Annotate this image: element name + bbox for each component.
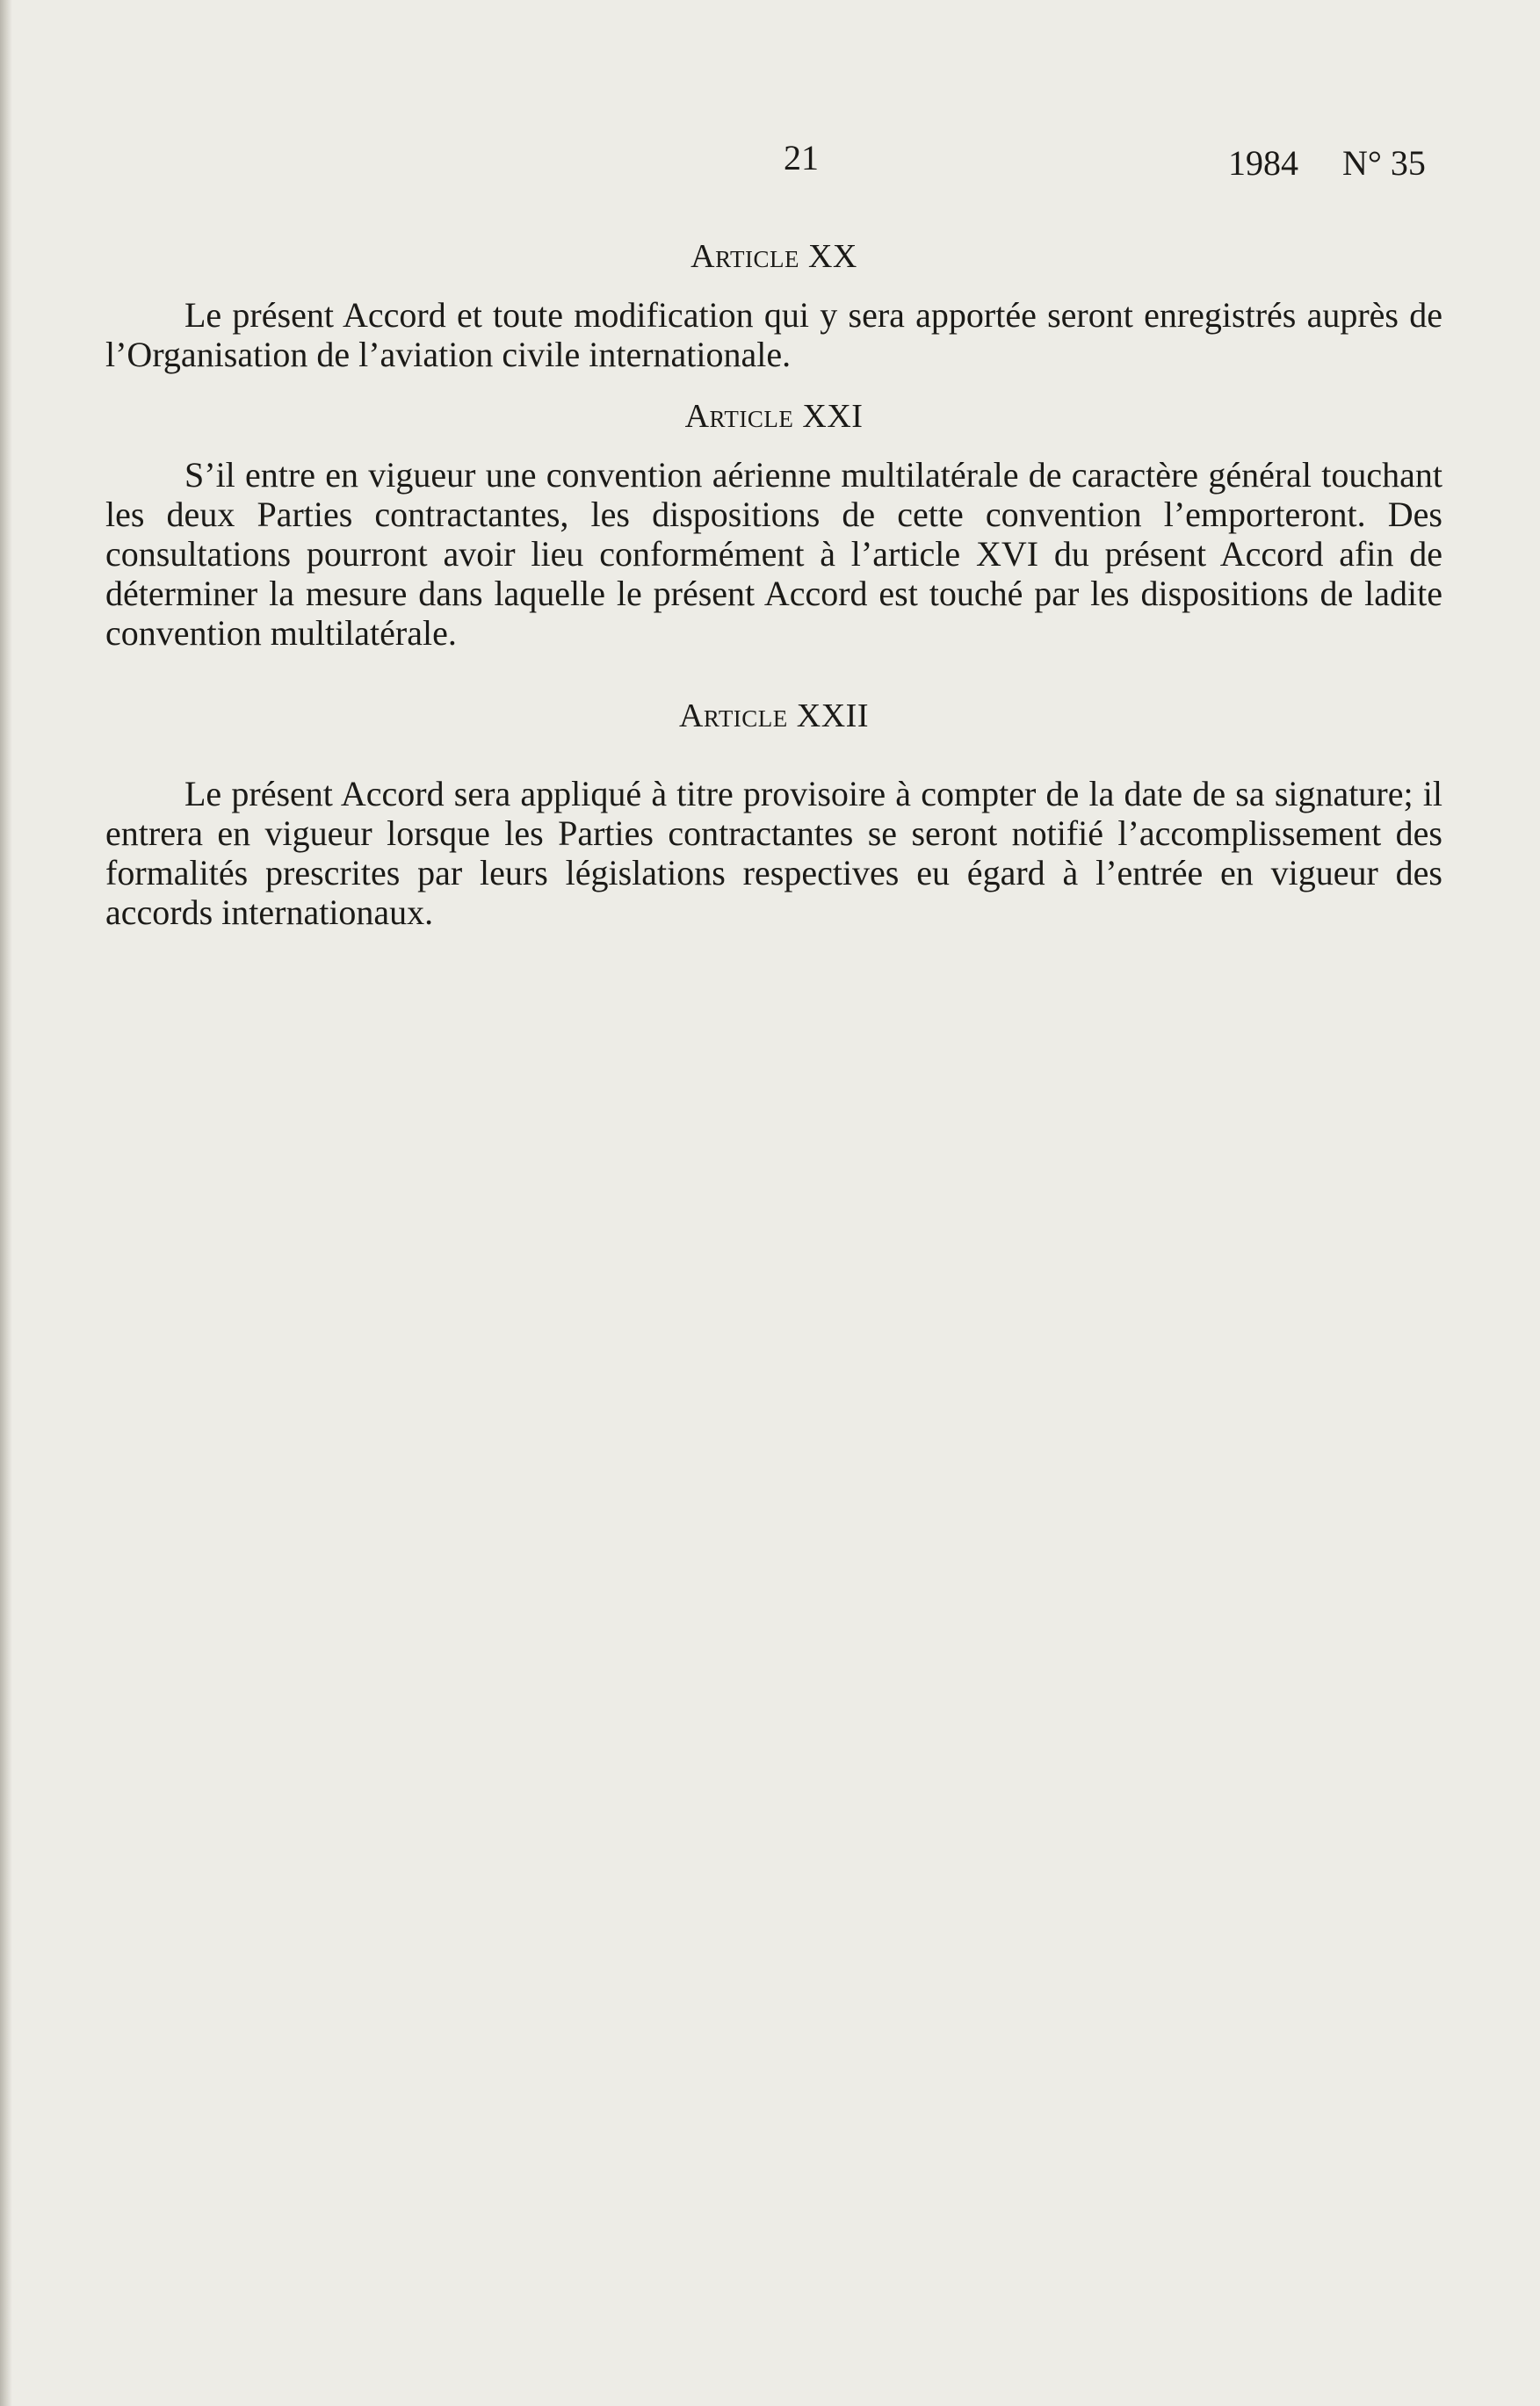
page-number: 21: [784, 138, 819, 177]
page-binding-edge: [0, 0, 12, 2406]
document-body: [105, 237, 1442, 932]
article-paragraph: Le présent Accord sera appliqué à titre provisoire à compter de la date de sa signature; il entrera en vigueur lorsque les Parties contractantes se seront notifié l’accomplissement des formalités prescrites par leurs législations respectives eu égard à l’entrée en vigueur des accords internationaux.: [105, 774, 1442, 932]
article-heading: Article XX: [690, 238, 857, 275]
page-header: [0, 137, 1540, 190]
article-paragraph: S’il entre en vigueur une convention aérienne multilatérale de caractère général touchant les deux Parties contractantes, les dispositions de cette convention l’emporteront. Des consultations pourront avoir lieu conformément à l’article XVI du présent Accord afin de déterminer la mesure dans laquelle le présent Accord est touché par les dispositions de ladite convention multilatérale.: [105, 455, 1442, 653]
article-heading: Article XXII: [678, 697, 869, 734]
article-heading: Article XXI: [684, 398, 864, 435]
article-paragraph: Le présent Accord et toute modification qui y sera apportée seront enregistrés auprès de l’Organisation de l’aviation civile internationale.: [105, 295, 1442, 374]
document-reference: 1984 N° 35: [1228, 143, 1426, 183]
